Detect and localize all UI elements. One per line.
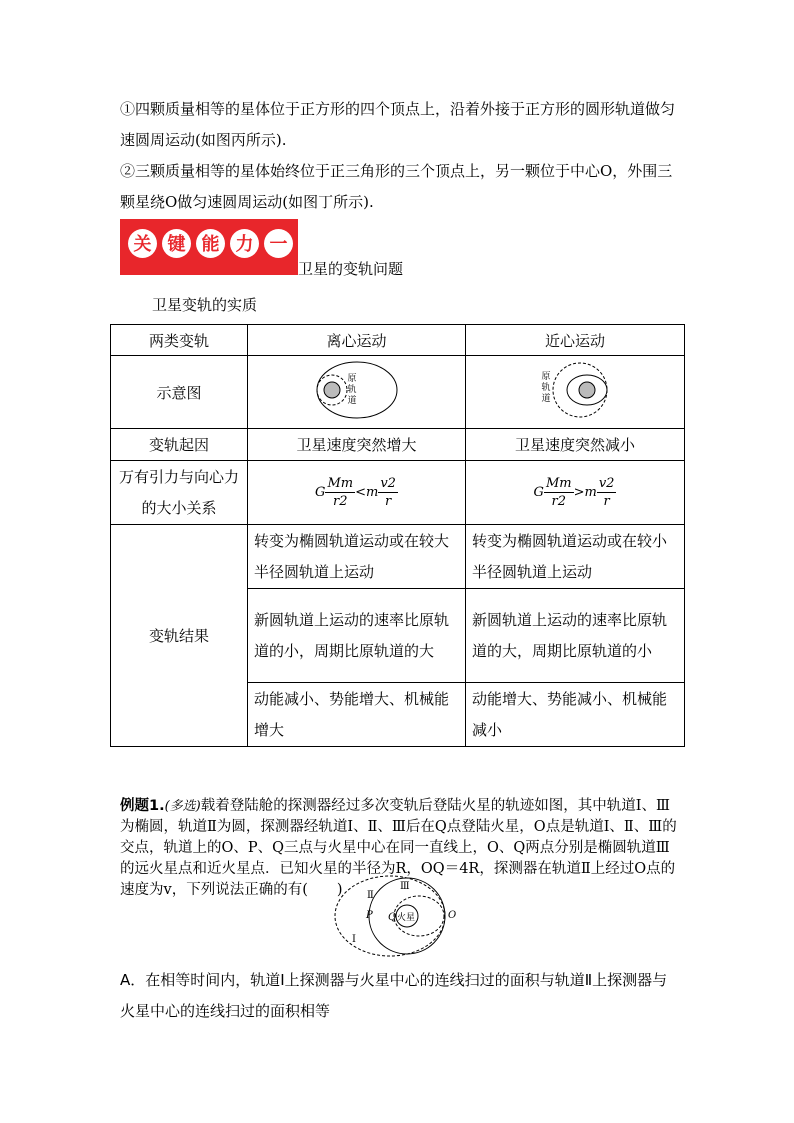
label-II: Ⅱ xyxy=(367,890,374,901)
formula-num: Mm xyxy=(545,476,572,491)
formula-num: v2 xyxy=(380,476,396,491)
header-cell: 近心运动 xyxy=(466,325,685,356)
banner-seal-1 xyxy=(127,228,158,259)
banner-seal-3 xyxy=(195,228,226,259)
relation-cell-centrifugal xyxy=(248,461,466,525)
orbit-label-char: 道 xyxy=(541,394,551,404)
banner-char-3: 能 xyxy=(201,234,220,255)
cause-cell: 卫星速度突然减小 xyxy=(466,429,685,461)
planet xyxy=(324,382,340,398)
banner-seal-2 xyxy=(161,228,192,259)
key-ability-banner xyxy=(120,219,298,275)
section-subtitle: 卫星变轨的实质 xyxy=(152,296,258,314)
result-cell: 新圆轨道上运动的速率比原轨道的大，周期比原轨道的小 xyxy=(466,589,685,683)
label-I: Ⅰ xyxy=(352,934,356,945)
banner-char-2: 键 xyxy=(167,234,186,255)
relation-cell-centripetal xyxy=(466,461,685,525)
banner-seal-4 xyxy=(229,228,260,259)
label-mars: 火星 xyxy=(397,913,416,923)
result-cell: 动能减小、势能增大、机械能增大 xyxy=(248,683,466,747)
cause-label: 变轨起因 xyxy=(111,429,248,461)
orbit-label-char: 轨 xyxy=(541,383,551,393)
centripetal-orbit-diagram xyxy=(525,359,625,421)
intro-paragraph-2: ②三颗质量相等的星体始终位于正三角形的三个顶点上，另一颗位于中心O，外围三颗星绕O做匀速圆周运动(如图丁所示). xyxy=(120,162,673,211)
orbit-label-char: 原 xyxy=(541,372,551,382)
formula-num: Mm xyxy=(327,476,354,491)
formula-g: G xyxy=(533,485,544,500)
banner-char-1: 关 xyxy=(133,234,152,255)
cause-cell: 卫星速度突然增大 xyxy=(248,429,466,461)
banner-seal-5 xyxy=(263,228,294,259)
orbit-change-table xyxy=(110,324,685,747)
result-cell: 新圆轨道上运动的速率比原轨道的小，周期比原轨道的大 xyxy=(248,589,466,683)
formula-centripetal xyxy=(534,475,617,510)
banner-char-4: 力 xyxy=(235,234,254,255)
orbit-label-char: 道 xyxy=(346,396,357,406)
formula-centrifugal xyxy=(315,475,398,510)
formula-op: < xyxy=(355,485,366,500)
formula-den: r2 xyxy=(551,494,566,509)
example-tag: (多选) xyxy=(164,799,201,814)
header-cell: 离心运动 xyxy=(248,325,466,356)
label-III: Ⅲ xyxy=(400,881,410,892)
result-cell: 动能增大、势能减小、机械能减小 xyxy=(466,683,685,747)
header-cell: 两类变轨 xyxy=(111,325,248,356)
orbit-label-char: 轨 xyxy=(346,385,357,395)
formula-num: v2 xyxy=(598,476,615,491)
example-text: 载着登陆舱的探测器经过多次变轨后登陆火星的轨迹如图，其中轨道Ⅰ、Ⅲ为椭圆，轨道Ⅱ为圆，探测器经轨道Ⅰ、Ⅱ、Ⅲ后在Q点登陆火星，O点是轨道Ⅰ、Ⅱ、Ⅲ的交点，轨道上的O、P、Q三点与火星中心在同一直线上，O、Q两点分别是椭圆轨道Ⅲ的远火星点和近火星点．已知火星的半径为R，OQ＝4R，探测器在轨道Ⅱ上经过O点的速度为v，下列说法正确的有( ) xyxy=(120,798,677,898)
centrifugal-orbit-diagram xyxy=(307,359,407,421)
centripetal-diagram-cell xyxy=(466,356,685,429)
centrifugal-diagram-cell xyxy=(248,356,466,429)
example-label: 例题1. xyxy=(120,798,165,814)
formula-den: r2 xyxy=(333,494,348,509)
intro-paragraph-1: ①四颗质量相等的星体位于正方形的四个顶点上，沿着外接于正方形的圆形轨道做匀速圆周运动(如图丙所示). xyxy=(120,100,676,149)
formula-m: m xyxy=(365,485,379,500)
result-cell: 转变为椭圆轨道运动或在较大半径圆轨道上运动 xyxy=(248,525,466,589)
formula-den: r xyxy=(385,494,392,509)
result-cell: 转变为椭圆轨道运动或在较小半径圆轨道上运动 xyxy=(466,525,685,589)
orbit-label-char: 原 xyxy=(346,374,357,384)
option-a: A．在相等时间内，轨道Ⅰ上探测器与火星中心的连线扫过的面积与轨道Ⅱ上探测器与火星中心的连线扫过的面积相等 xyxy=(120,971,668,1020)
planet xyxy=(579,382,595,398)
formula-m: m xyxy=(584,485,597,500)
section-topic: 卫星的变轨问题 xyxy=(298,260,404,278)
label-Q: Q xyxy=(388,912,397,923)
label-P: P xyxy=(366,910,373,921)
banner-char-5: 一 xyxy=(269,234,288,255)
diagram-label: 示意图 xyxy=(111,356,248,429)
mars-orbit-figure xyxy=(330,870,465,960)
formula-op: > xyxy=(573,485,585,500)
formula-g: G xyxy=(315,485,326,500)
relation-label: 万有引力与向心力的大小关系 xyxy=(111,461,248,525)
label-O: O xyxy=(448,910,457,921)
result-label: 变轨结果 xyxy=(111,525,248,747)
formula-den: r xyxy=(603,494,610,509)
